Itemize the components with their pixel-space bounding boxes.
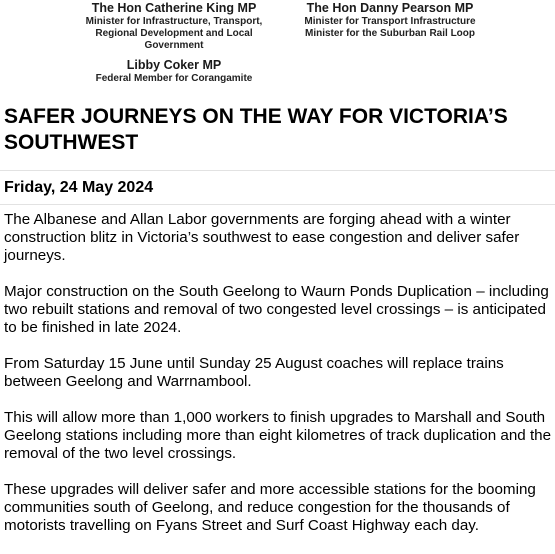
member-block-coker: [78, 58, 270, 85]
minister-block-pearson: [291, 1, 489, 40]
article-body: [4, 211, 553, 553]
minister-role-line: Government: [144, 40, 204, 51]
headline: SAFER JOURNEYS ON THE WAY FOR VICTORIA’S SOUTHWEST: [4, 105, 508, 154]
paragraph: From Saturday 15 June until Sunday 25 August coaches will replace trains between Geelong and Warrnambool.: [4, 355, 504, 390]
minister-name: The Hon Catherine King MP: [91, 1, 257, 15]
minister-role-line: Minister for Infrastructure, Transport,: [85, 16, 263, 27]
paragraph: Major construction on the South Geelong to Waurn Ponds Duplication – including two rebuilt stations and removal of two congested level crossings – is anticipated to be finished in late 2024.: [4, 283, 549, 336]
minister-header: [0, 0, 555, 88]
paragraph: This will allow more than 1,000 workers to finish upgrades to Marshall and South Geelong stations including more than eight kilometres of track duplication and the removal of the two level crossings.: [4, 409, 552, 462]
minister-role-line: Minister for Transport Infrastructure: [304, 16, 476, 27]
minister-role-line: Regional Development and Local: [95, 28, 253, 39]
paragraph: These upgrades will deliver safer and more accessible stations for the booming communities south of Geelong, and reduce congestion for the thousands of motorists travelling on Fyans Street and Surf Coast Highway each day.: [4, 481, 536, 534]
member-name: Libby Coker MP: [126, 58, 222, 72]
release-date: Friday, 24 May 2024: [4, 179, 154, 196]
minister-role-line: Minister for the Suburban Rail Loop: [305, 28, 475, 39]
divider: [0, 204, 555, 205]
minister-block-king: [78, 1, 270, 52]
paragraph: The Albanese and Allan Labor governments are forging ahead with a winter construction blitz in Victoria’s southwest to ease congestion and deliver safer journeys.: [4, 211, 520, 264]
member-role-line: Federal Member for Corangamite: [95, 73, 253, 84]
minister-name: The Hon Danny Pearson MP: [306, 1, 474, 15]
divider: [0, 170, 555, 171]
